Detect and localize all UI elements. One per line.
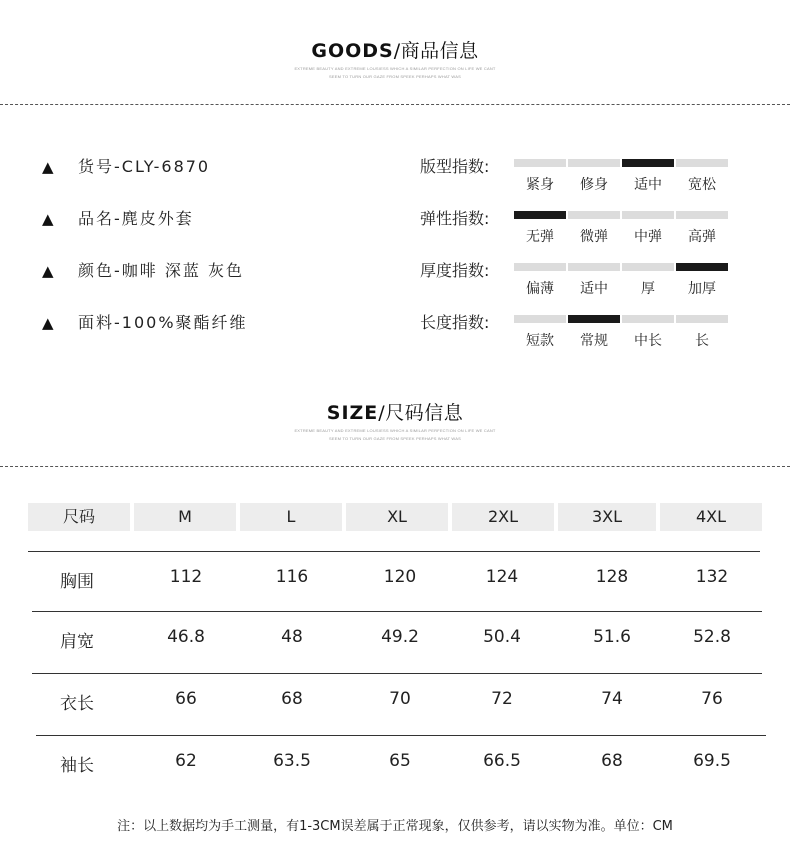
product-info-text: 颜色-咖啡 深蓝 灰色: [78, 261, 244, 280]
goods-title-cn: /商品信息: [393, 40, 479, 62]
triangle-bullet-icon: ▲: [42, 158, 56, 176]
size-table-header-cell: 4XL: [660, 503, 762, 531]
size-title-cn: /尺码信息: [378, 402, 464, 424]
index-option-label: 常规: [580, 333, 608, 349]
size-table-cell: 124: [485, 567, 519, 587]
size-table-cell: 52.8: [693, 627, 731, 647]
index-level-bar: [622, 159, 674, 167]
index-option-label: 无弹: [526, 229, 554, 245]
size-table-row-divider: [28, 551, 760, 552]
size-table-cell: 112: [169, 567, 203, 587]
index-option-label: 中弹: [634, 229, 662, 245]
index-option-label: 修身: [580, 177, 608, 193]
index-level-bar: [622, 211, 674, 219]
size-table-cell: 69.5: [693, 751, 731, 771]
size-table-cell: 116: [275, 567, 309, 587]
product-info-item: [42, 310, 248, 333]
product-info-item: [42, 154, 210, 177]
index-option-label: 偏薄: [526, 281, 554, 297]
index-level-bar: [514, 159, 566, 167]
index-option-label: 厚: [641, 281, 655, 297]
size-title: [0, 398, 790, 425]
index-option-label: 高弹: [688, 229, 716, 245]
product-info-item: [42, 206, 194, 229]
index-option-label: 微弹: [580, 229, 608, 245]
size-table-row-divider: [32, 673, 762, 674]
size-table-cell: 62: [175, 751, 197, 771]
size-table-cell: 66.5: [483, 751, 521, 771]
size-table-cell: 76: [701, 689, 723, 709]
index-option-label: 适中: [580, 281, 608, 297]
size-title-en: SIZE: [326, 402, 379, 424]
size-table-header-cell: XL: [346, 503, 448, 531]
index-level-bar: [568, 263, 620, 271]
index-level-bar: [676, 315, 728, 323]
index-label: 厚度指数:: [420, 261, 490, 280]
triangle-bullet-icon: ▲: [42, 262, 56, 280]
index-level-bar: [676, 211, 728, 219]
goods-section-header: [0, 36, 790, 79]
goods-title-en: GOODS: [311, 40, 394, 62]
size-table-row-divider: [36, 735, 766, 736]
size-table-cell: 63.5: [273, 751, 311, 771]
size-table-cell: 128: [595, 567, 629, 587]
size-table-header-cell: 2XL: [452, 503, 554, 531]
product-info-text: 面料-100%聚酯纤维: [78, 313, 248, 332]
index-level-bar: [622, 315, 674, 323]
size-tagline-2: SEEM TO TURN OUR GAZE FROM SPEEK PERHAPS WHAT WAS: [329, 436, 461, 441]
product-info-text: 品名-麂皮外套: [78, 209, 194, 228]
index-level-bar: [514, 211, 566, 219]
size-table-cell: 51.6: [593, 627, 631, 647]
index-level-bar: [568, 211, 620, 219]
size-table-row-label: 肩宽: [60, 632, 94, 652]
size-table-cell: 66: [175, 689, 197, 709]
size-table-cell: 48: [281, 627, 303, 647]
goods-tagline-1: EXTREME BEAUTY AND EXTREME LOUSIESS WHICH A SIMILAR PERFECTION ON LIFE WE CANT: [294, 66, 496, 71]
size-table-cell: 132: [695, 567, 729, 587]
index-level-bar: [514, 315, 566, 323]
index-option-label: 长: [695, 333, 709, 349]
size-table-cell: 49.2: [381, 627, 419, 647]
size-table-row-divider: [32, 611, 762, 612]
goods-title: [0, 36, 790, 63]
size-tagline-1: EXTREME BEAUTY AND EXTREME LOUSIESS WHICH A SIMILAR PERFECTION ON LIFE WE CANT: [294, 428, 496, 433]
size-table-row-label: 袖长: [60, 756, 94, 776]
index-level-bar: [676, 263, 728, 271]
size-table-cell: 68: [281, 689, 303, 709]
index-level-bar: [568, 159, 620, 167]
size-table-header-cell: L: [240, 503, 342, 531]
size-table-header-cell: M: [134, 503, 236, 531]
size-table-cell: 68: [601, 751, 623, 771]
size-table-row-label: 衣长: [60, 694, 94, 714]
index-level-bar: [676, 159, 728, 167]
size-table-header-cell: 3XL: [558, 503, 656, 531]
size-table-row-label: 胸围: [60, 572, 94, 592]
index-option-label: 适中: [634, 177, 662, 193]
index-label: 长度指数:: [420, 313, 490, 332]
index-option-label: 中长: [634, 333, 662, 349]
size-table-header-cell: 尺码: [28, 503, 130, 531]
product-info-item: [42, 258, 244, 281]
index-option-label: 短款: [526, 333, 554, 349]
size-table-cell: 120: [383, 567, 417, 587]
size-table-cell: 70: [389, 689, 411, 709]
size-table-cell: 46.8: [167, 627, 205, 647]
index-label: 弹性指数:: [420, 209, 490, 228]
product-info-text: 货号-CLY-6870: [78, 157, 211, 176]
size-section-header: [0, 398, 790, 441]
index-option-label: 宽松: [688, 177, 716, 193]
index-label: 版型指数:: [420, 157, 490, 176]
index-level-bar: [622, 263, 674, 271]
measurement-note: 注：以上数据均为手工测量，有1-3CM误差属于正常现象，仅供参考，请以实物为准。单位：CM: [117, 819, 673, 834]
size-divider: [0, 466, 790, 467]
triangle-bullet-icon: ▲: [42, 210, 56, 228]
goods-divider: [0, 104, 790, 105]
index-option-label: 加厚: [688, 281, 716, 297]
size-table-cell: 50.4: [483, 627, 521, 647]
index-level-bar: [568, 315, 620, 323]
size-table-cell: 65: [389, 751, 411, 771]
triangle-bullet-icon: ▲: [42, 314, 56, 332]
index-option-label: 紧身: [526, 177, 554, 193]
size-table-cell: 74: [601, 689, 623, 709]
goods-tagline-2: SEEM TO TURN OUR GAZE FROM SPEEK PERHAPS WHAT WAS: [329, 74, 461, 79]
index-level-bar: [514, 263, 566, 271]
size-table-cell: 72: [491, 689, 513, 709]
